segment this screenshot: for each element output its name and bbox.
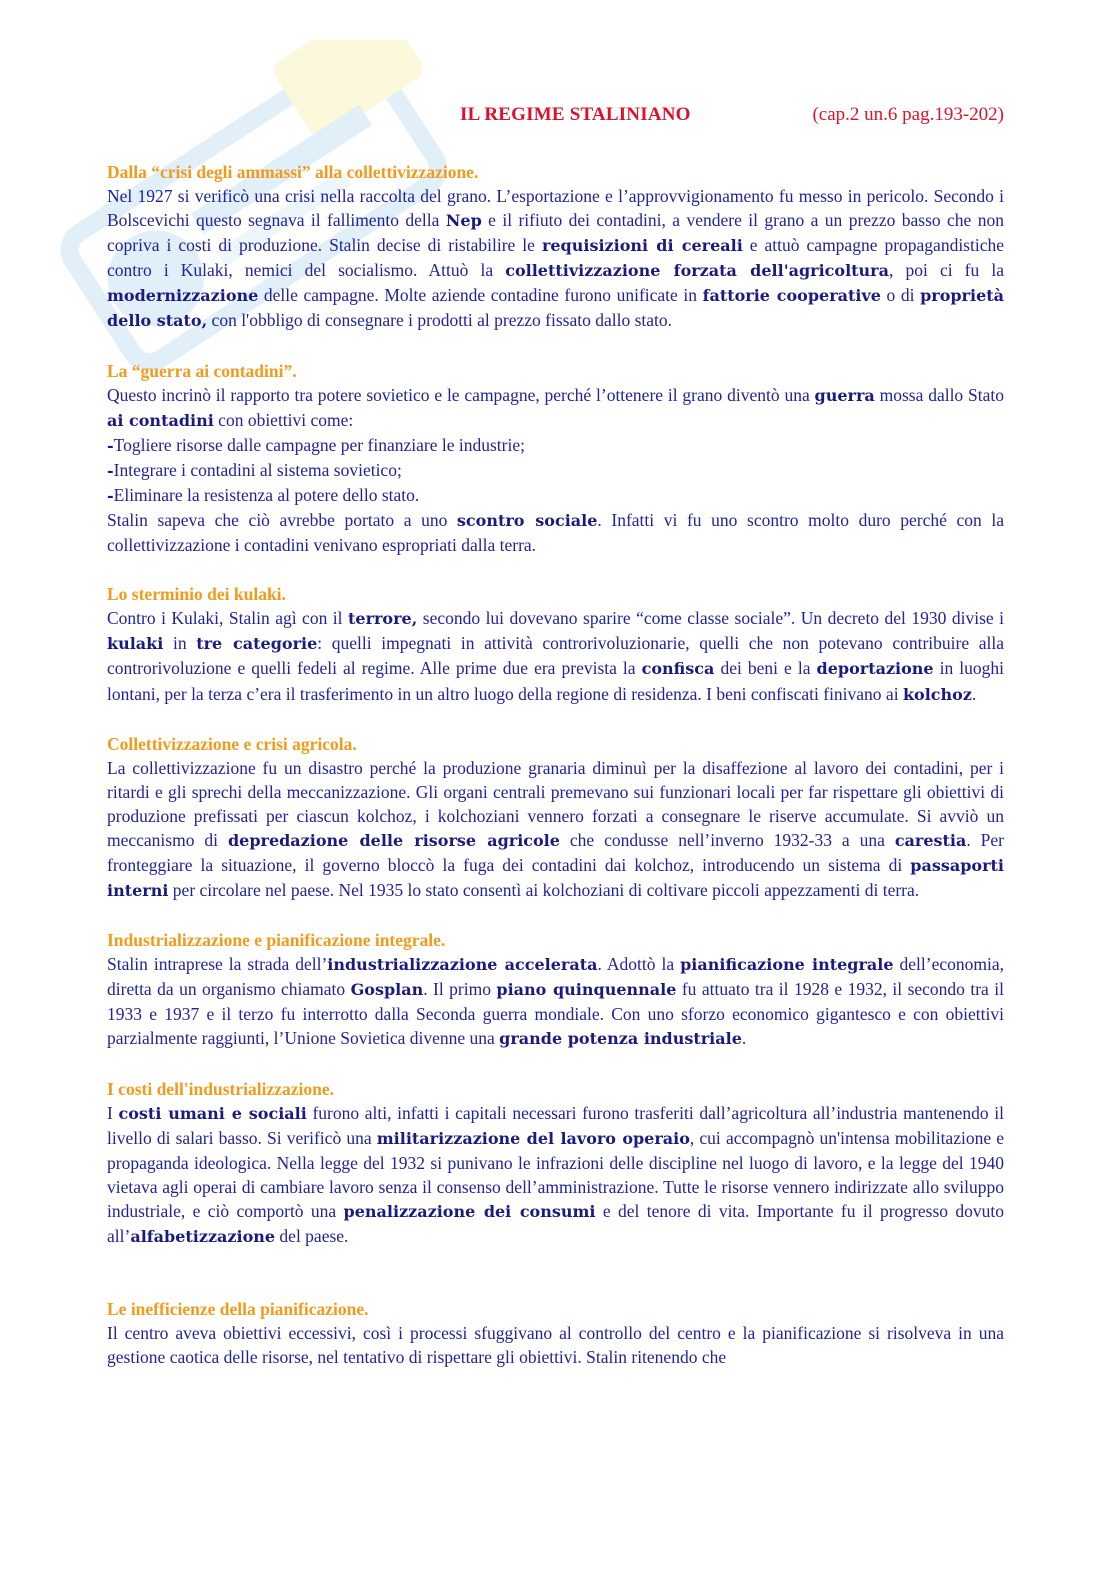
body-text: Togliere risorse dalle campagne per finanziare le industrie; xyxy=(113,434,525,455)
section xyxy=(107,582,1004,706)
section xyxy=(107,1297,1004,1369)
bold-term: penalizzazione dei consumi xyxy=(343,1201,596,1221)
section-heading: Collettivizzazione e crisi agricola. xyxy=(107,733,357,754)
body-text: del paese. xyxy=(275,1226,349,1246)
body-text: . Infatti vi fu uno scontro molto duro perché con la collettivizzazione i contadini venivano espropriati dalla terra. xyxy=(107,510,1004,556)
bold-term: terrore, xyxy=(348,609,418,629)
bold-term: collettivizzazione forzata dell'agricoltura xyxy=(505,261,889,281)
section xyxy=(107,160,1004,334)
body-text: fu attuato tra il 1928 e 1932, il secondo tra il 1933 e 1937 e il terzo fu interrotto dalla Seconda guerra mondiale. Con uno sforzo economico gigantesco e con obiettivi parzialmente raggiunti, l’Unione Sovietica divenne una xyxy=(107,979,1004,1049)
body-text: e attuò campagne propagandistiche contro i Kulaki, nemici del socialismo. Attuò la xyxy=(107,235,1004,281)
title-row xyxy=(107,104,1004,134)
body-text: . xyxy=(741,1028,747,1049)
bold-term: - xyxy=(107,460,114,480)
bold-term: modernizzazione xyxy=(107,286,259,306)
chapter-reference: (cap.2 un.6 pag.193-202) xyxy=(812,104,1004,125)
section-paragraph xyxy=(107,952,1004,1051)
body-text: dell’economia, diretta da un organismo chiamato xyxy=(107,954,1005,1000)
bold-term: costi umani e sociali xyxy=(118,1103,307,1123)
bold-term: - xyxy=(107,485,114,505)
section-paragraph xyxy=(107,606,1004,706)
body-text: in xyxy=(163,633,197,654)
bold-term: piano quinquennale xyxy=(496,980,677,1000)
body-text: con l'obbligo di consegnare i prodotti al prezzo fissato dallo stato. xyxy=(207,310,673,331)
body-text: . Il primo xyxy=(423,979,497,1000)
body-text: La collettivizzazione fu un disastro perché la produzione granaria diminuì per la disaffezione al lavoro dei contadini, per i ritardi e gli sprechi della meccanizzazione. Gli organi centrali premevano sui funzionari locali per far rispettare gli obiettivi di produzione prefissati per ciascun kolchoz, i kolchoziani vennero forzati a consegnare le riserve accumulate. Si avviò un meccanismo di xyxy=(107,757,1004,850)
section-heading: Industrializzazione e pianificazione integrale. xyxy=(107,930,446,951)
body-text: in luoghi lontani, per la terza c’era il trasferimento in un altro luogo della regione di residenza. I beni confiscati finivano ai xyxy=(107,658,1005,704)
bold-term: proprietà dello stato, xyxy=(107,286,1004,331)
bold-term: requisizioni di cereali xyxy=(541,236,743,256)
body-text: , cui accompagnò un'intensa mobilitazione e propaganda ideologica. Nella legge del 1932 si punivano le infrazioni delle discipline nel luogo di lavoro, e la legge del 1940 vietava agli operai di cambiare lavoro senza il consenso dell’amministrazione. Tutte le risorse vennero indirizzate allo sviluppo industriale, e ciò comportò una xyxy=(107,1127,1004,1221)
body-text: Nel 1927 si verificò una crisi nella raccolta del grano. L’esportazione e l’approvvigionamento fu messo in pericolo. Secondo i Bolscevichi questo segnava il fallimento della xyxy=(107,186,1004,231)
body-text: : quelli impegnati in attività controrivoluzionarie, quelli che non potevano contribuire alla controrivoluzione e quelli fedeli al regime. Alle prime due era prevista la xyxy=(107,633,1004,679)
bold-term: pianificazione integrale xyxy=(680,955,894,975)
bold-term: ai contadini xyxy=(107,410,214,430)
body-text: furono alti, infatti i capitali necessari furono trasferiti dall’agricoltura all’industria mantenendo il livello di salari basso. Si verificò una xyxy=(107,1102,1005,1148)
body-text: Il centro aveva obiettivi eccessivi, così i processi sfuggivano al controllo del centro e la pianificazione si risolveva in una gestione caotica delle risorse, nel tentativo di rispettare gli obiettivi. Stalin ritenendo che xyxy=(107,1323,1004,1368)
body-text: Stalin sapeva che ciò avrebbe portato a uno xyxy=(107,510,457,531)
bold-term: alfabetizzazione xyxy=(130,1227,276,1246)
body-text: o di xyxy=(880,285,921,306)
section-paragraph xyxy=(107,184,1004,334)
body-text: . xyxy=(971,683,977,704)
section-heading: La “guerra ai contadini”. xyxy=(107,360,297,381)
section-heading: I costi dell'industrializzazione. xyxy=(107,1078,335,1099)
bold-term: militarizzazione del lavoro operaio xyxy=(376,1128,690,1148)
body-text: per circolare nel paese. Nel 1935 lo stato consentì ai kolchoziani di coltivare piccoli appezzamenti di terra. xyxy=(168,880,920,901)
body-text: e del tenore di vita. Importante fu il progresso dovuto all’ xyxy=(107,1200,1004,1246)
bold-term: scontro sociale xyxy=(456,511,598,531)
sections-container xyxy=(107,160,1004,1369)
section xyxy=(107,732,1004,904)
section-heading: Lo sterminio dei kulaki. xyxy=(107,584,286,605)
body-text: dei beni e la xyxy=(714,658,817,679)
section xyxy=(107,359,1004,558)
bold-term: fattorie cooperative xyxy=(702,286,881,306)
bold-term: grande potenza industriale xyxy=(499,1029,742,1049)
body-text: delle campagne. Molte aziende contadine furono unificate in xyxy=(258,285,703,306)
section-heading: Le inefficienze della pianificazione. xyxy=(107,1299,369,1320)
body-text: Contro i Kulaki, Stalin agì con il xyxy=(107,608,348,629)
bold-term: guerra xyxy=(814,385,875,405)
bold-term: tre categorie xyxy=(196,634,318,654)
bold-term: depredazione delle risorse agricole xyxy=(227,830,560,850)
body-text: con obiettivi come: xyxy=(213,409,354,430)
section-paragraph xyxy=(107,1321,1004,1369)
body-text: . Per fronteggiare la situazione, il governo bloccò la fuga dei contadini dai kolchoz, introducendo un sistema di xyxy=(107,829,1005,875)
body-text: Eliminare la resistenza al potere dello stato. xyxy=(113,484,420,505)
body-text: secondo lui dovevano sparire “come classe sociale”. Un decreto del 1930 divise i xyxy=(417,608,1004,629)
bold-term: Gosplan xyxy=(350,980,424,1000)
body-text: che condusse nell’inverno 1932-33 a una xyxy=(559,829,895,850)
section-heading: Dalla “crisi degli ammassi” alla collettivizzazione. xyxy=(107,162,479,182)
body-text: Integrare i contadini al sistema sovietico; xyxy=(113,459,402,480)
bold-term: confisca xyxy=(641,659,715,679)
body-text: , poi ci fu la xyxy=(888,260,1004,281)
section-paragraph xyxy=(107,383,1004,558)
bold-term: deportazione xyxy=(816,659,934,679)
page-title: IL REGIME STALINIANO xyxy=(460,104,691,125)
bold-term: - xyxy=(107,435,114,455)
bold-term: industrializzazione accelerata xyxy=(327,955,598,975)
bold-term: Nep xyxy=(445,211,482,231)
body-text: Questo incrinò il rapporto tra potere sovietico e le campagne, perché l’ottenere il grano diventò una xyxy=(107,384,815,405)
body-text: mossa dallo Stato xyxy=(874,384,1004,405)
body-text: e il rifiuto dei contadini, a vendere il grano a un prezzo basso che non copriva i costi di produzione. Stalin decise di ristabilire le xyxy=(107,210,1004,256)
document-page xyxy=(107,104,1004,1369)
body-text: I xyxy=(107,1102,119,1123)
body-text: Stalin intraprese la strada dell’ xyxy=(107,954,328,975)
body-text: . Adottò la xyxy=(597,954,681,975)
section-paragraph xyxy=(107,1101,1004,1250)
section xyxy=(107,1077,1004,1250)
bold-term: passaporti interni xyxy=(107,855,1004,901)
section xyxy=(107,928,1004,1051)
bold-term: carestia xyxy=(894,830,967,850)
bold-term: kolchoz xyxy=(902,684,972,704)
bold-term: kulaki xyxy=(107,634,164,654)
section-paragraph xyxy=(107,756,1004,904)
